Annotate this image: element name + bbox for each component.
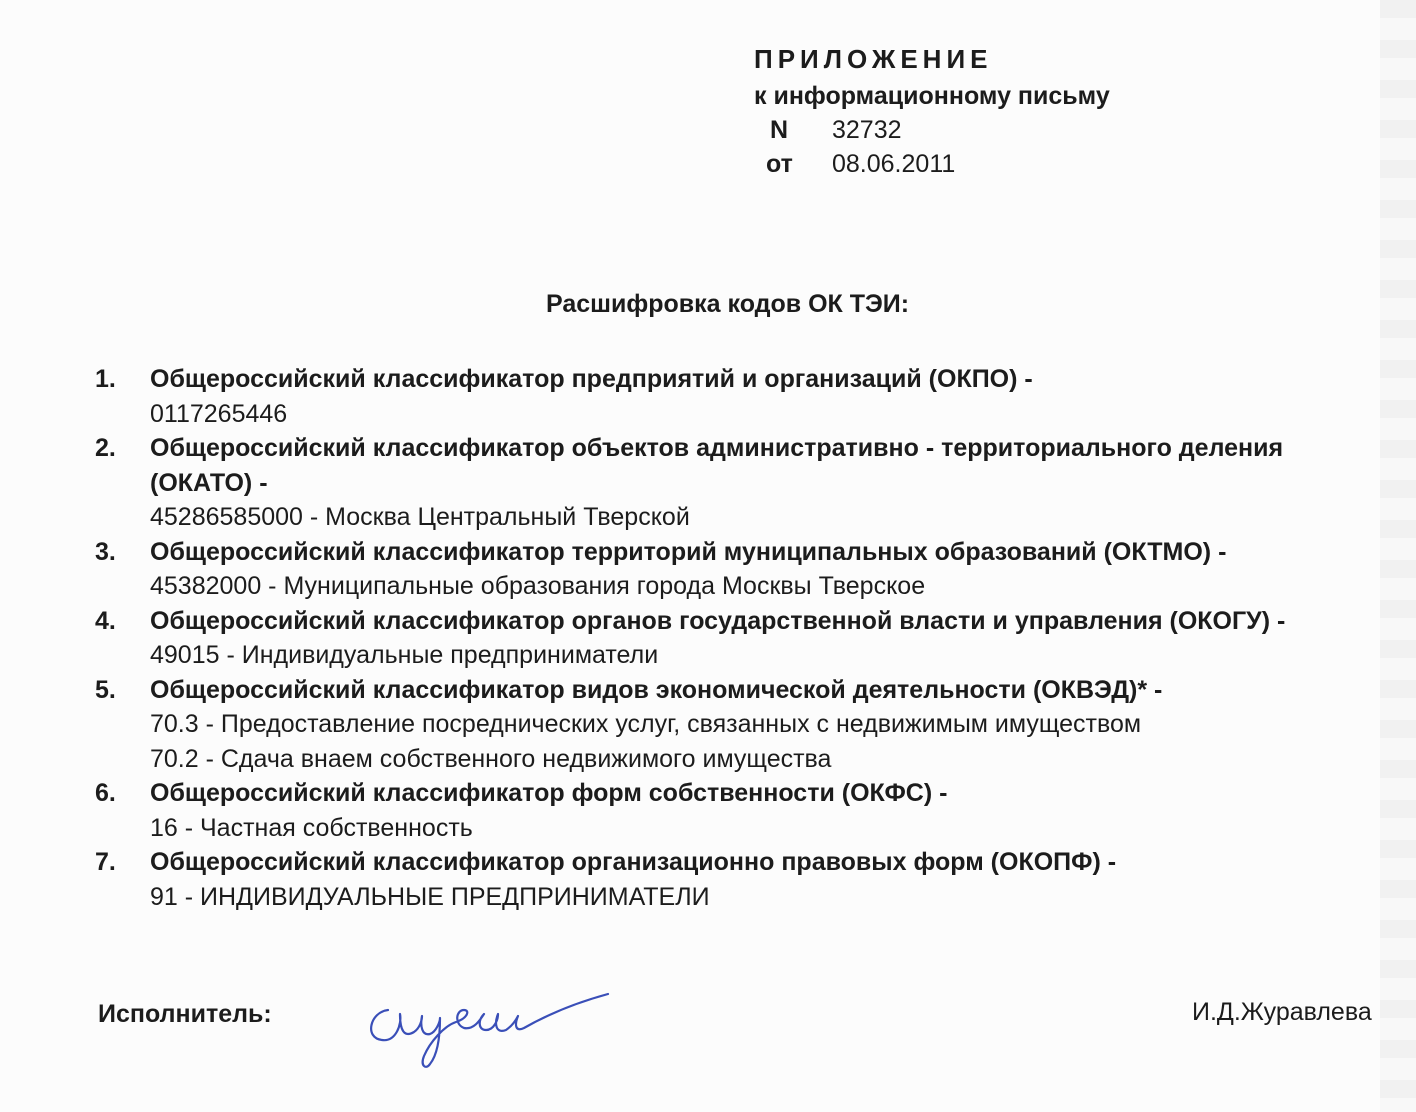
signature-image <box>360 980 620 1070</box>
classifier-code-value: 45382000 - Муниципальные образования города Москвы Тверское <box>150 572 926 600</box>
letter-number-row <box>770 116 902 145</box>
classifier-name: Общероссийский классификатор органов государственной власти и управления (ОКОГУ) - <box>150 606 1286 635</box>
classifier-name: Общероссийский классификатор предприятий и организаций (ОКПО) - <box>150 365 1033 393</box>
classifier-name: Общероссийский классификатор объектов административно - территориального деления (ОКАТО) - <box>150 434 1284 497</box>
code-item-number: 3. <box>95 537 116 566</box>
appendix-title: ПРИЛОЖЕНИЕ <box>754 44 993 74</box>
decoding-title: Расшифровка кодов ОК ТЭИ: <box>546 290 910 318</box>
letter-date-value: 08.06.2011 <box>832 150 956 178</box>
code-item <box>95 673 1325 777</box>
code-item <box>95 431 1325 535</box>
code-item-number: 1. <box>95 365 116 393</box>
classifier-code-value: 70.3 - Предоставление посреднических услуг, связанных с недвижимым имуществом <box>150 710 1142 738</box>
classifier-code-value: 0117265446 <box>150 399 288 428</box>
classifier-code-value: 91 - ИНДИВИДУАЛЬНЫЕ ПРЕДПРИНИМАТЕЛИ <box>150 882 710 911</box>
executor-label: Исполнитель: <box>98 1000 272 1028</box>
code-item <box>95 362 1325 431</box>
classifier-code-value: 16 - Частная собственность <box>150 813 473 842</box>
appendix-subtitle: к информационному письму <box>754 82 1110 110</box>
scan-edge-artifact <box>1380 0 1416 1112</box>
classifier-name: Общероссийский классификатор организационно правовых форм (ОКОПФ) - <box>150 848 1117 876</box>
executor-name: И.Д.Журавлева <box>1192 998 1372 1026</box>
code-item <box>95 776 1325 845</box>
code-item-number: 6. <box>95 779 116 807</box>
classifier-code-value: 49015 - Индивидуальные предприниматели <box>150 641 659 669</box>
classifier-name: Общероссийский классификатор форм собственности (ОКФС) - <box>150 779 948 807</box>
code-item-number: 5. <box>95 675 116 704</box>
letter-date-row <box>766 150 955 179</box>
classifier-code-value: 45286585000 - Москва Центральный Тверской <box>150 503 690 531</box>
code-item <box>95 604 1325 673</box>
letter-number-label: N <box>770 116 789 144</box>
code-item-number: 7. <box>95 848 116 876</box>
classifier-name: Общероссийский классификатор видов экономической деятельности (ОКВЭД)* - <box>150 675 1163 704</box>
code-item-number: 2. <box>95 434 116 462</box>
letter-number-value: 32732 <box>832 116 902 144</box>
letter-date-label: от <box>766 150 793 178</box>
codes-list <box>95 362 1325 914</box>
code-item <box>95 535 1325 604</box>
code-item-number: 4. <box>95 606 116 635</box>
classifier-name: Общероссийский классификатор территорий муниципальных образований (ОКТМО) - <box>150 537 1227 566</box>
classifier-code-value: 70.2 - Сдача внаем собственного недвижимого имущества <box>150 744 832 773</box>
code-item <box>95 845 1325 914</box>
